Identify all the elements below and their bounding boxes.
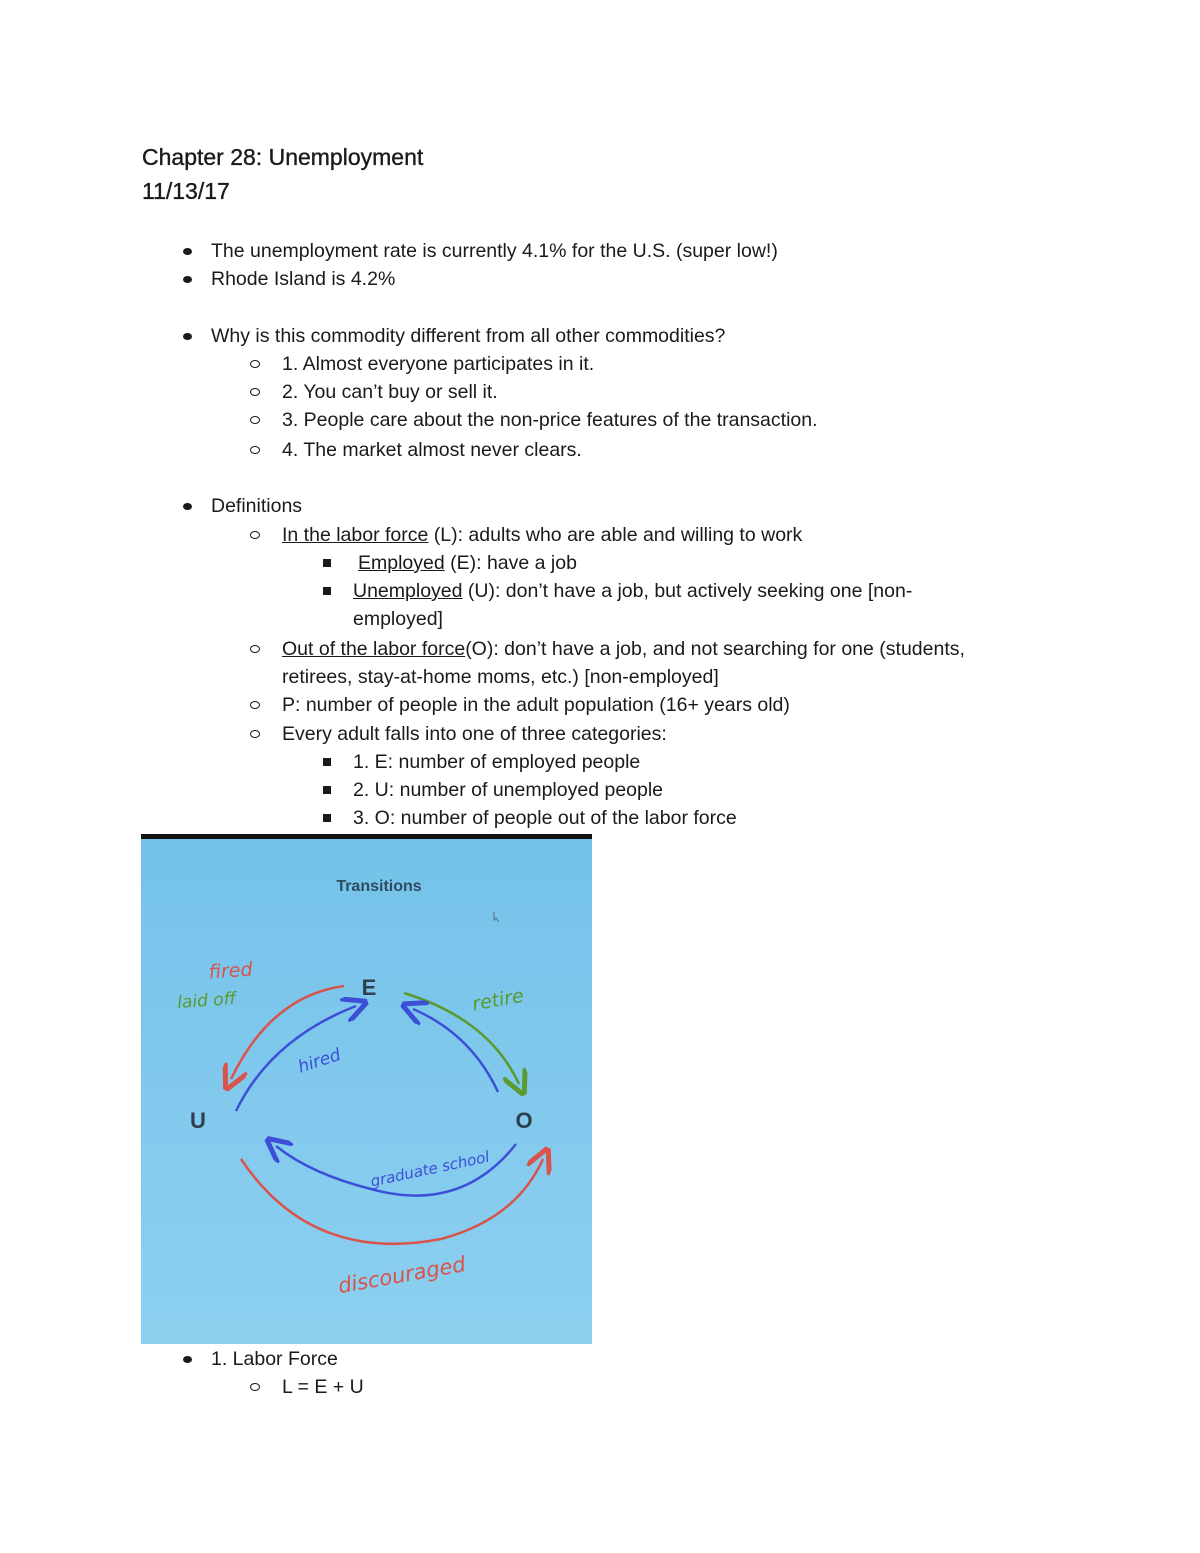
page-date: 11/13/17 [142, 178, 230, 204]
definition-unemployed-continued: employed] [353, 608, 443, 630]
term-out-of-labor-force: Out of the labor force [282, 638, 466, 660]
term-unemployed: Unemployed [353, 580, 463, 602]
circle-bullet-icon [244, 436, 266, 464]
node-o: O [515, 1108, 533, 1133]
square-bullet-icon [316, 549, 338, 577]
node-u: U [190, 1108, 206, 1133]
page-title: Chapter 28: Unemployment [142, 144, 424, 170]
square-bullet-icon [316, 776, 338, 804]
circle-bullet-icon [244, 691, 266, 719]
bullet-icon [176, 322, 198, 350]
square-bullet-icon [316, 748, 338, 776]
label-retire: retire [470, 984, 526, 1016]
circle-bullet-icon [244, 720, 266, 748]
node-e: E [361, 975, 377, 1000]
diagram-title: Transitions [336, 878, 422, 895]
label-laid-off: laid off [176, 988, 237, 1014]
label-discouraged: discouraged [336, 1252, 468, 1299]
bullet-icon [176, 492, 198, 520]
transitions-diagram-image [141, 834, 592, 1344]
label-fired: fired [207, 958, 254, 984]
circle-bullet-icon [244, 350, 266, 378]
term-employed: Employed [358, 552, 445, 574]
circle-bullet-icon [244, 406, 266, 434]
circle-bullet-icon [244, 635, 266, 663]
label-hired: hired [295, 1044, 344, 1078]
photo-background [141, 834, 592, 1344]
label-graduate-school: graduate school [368, 1147, 492, 1191]
circle-bullet-icon [244, 521, 266, 549]
term-labor-force: In the labor force [282, 524, 429, 546]
bullet-icon [176, 1345, 198, 1373]
bullet-icon [176, 265, 198, 293]
square-bullet-icon [316, 577, 338, 605]
bullet-icon [176, 237, 198, 265]
square-bullet-icon [316, 804, 338, 832]
circle-bullet-icon [244, 378, 266, 406]
circle-bullet-icon [244, 1373, 266, 1401]
definition-out-continued: retirees, stay-at-home moms, etc.) [non-employed] [282, 666, 719, 688]
